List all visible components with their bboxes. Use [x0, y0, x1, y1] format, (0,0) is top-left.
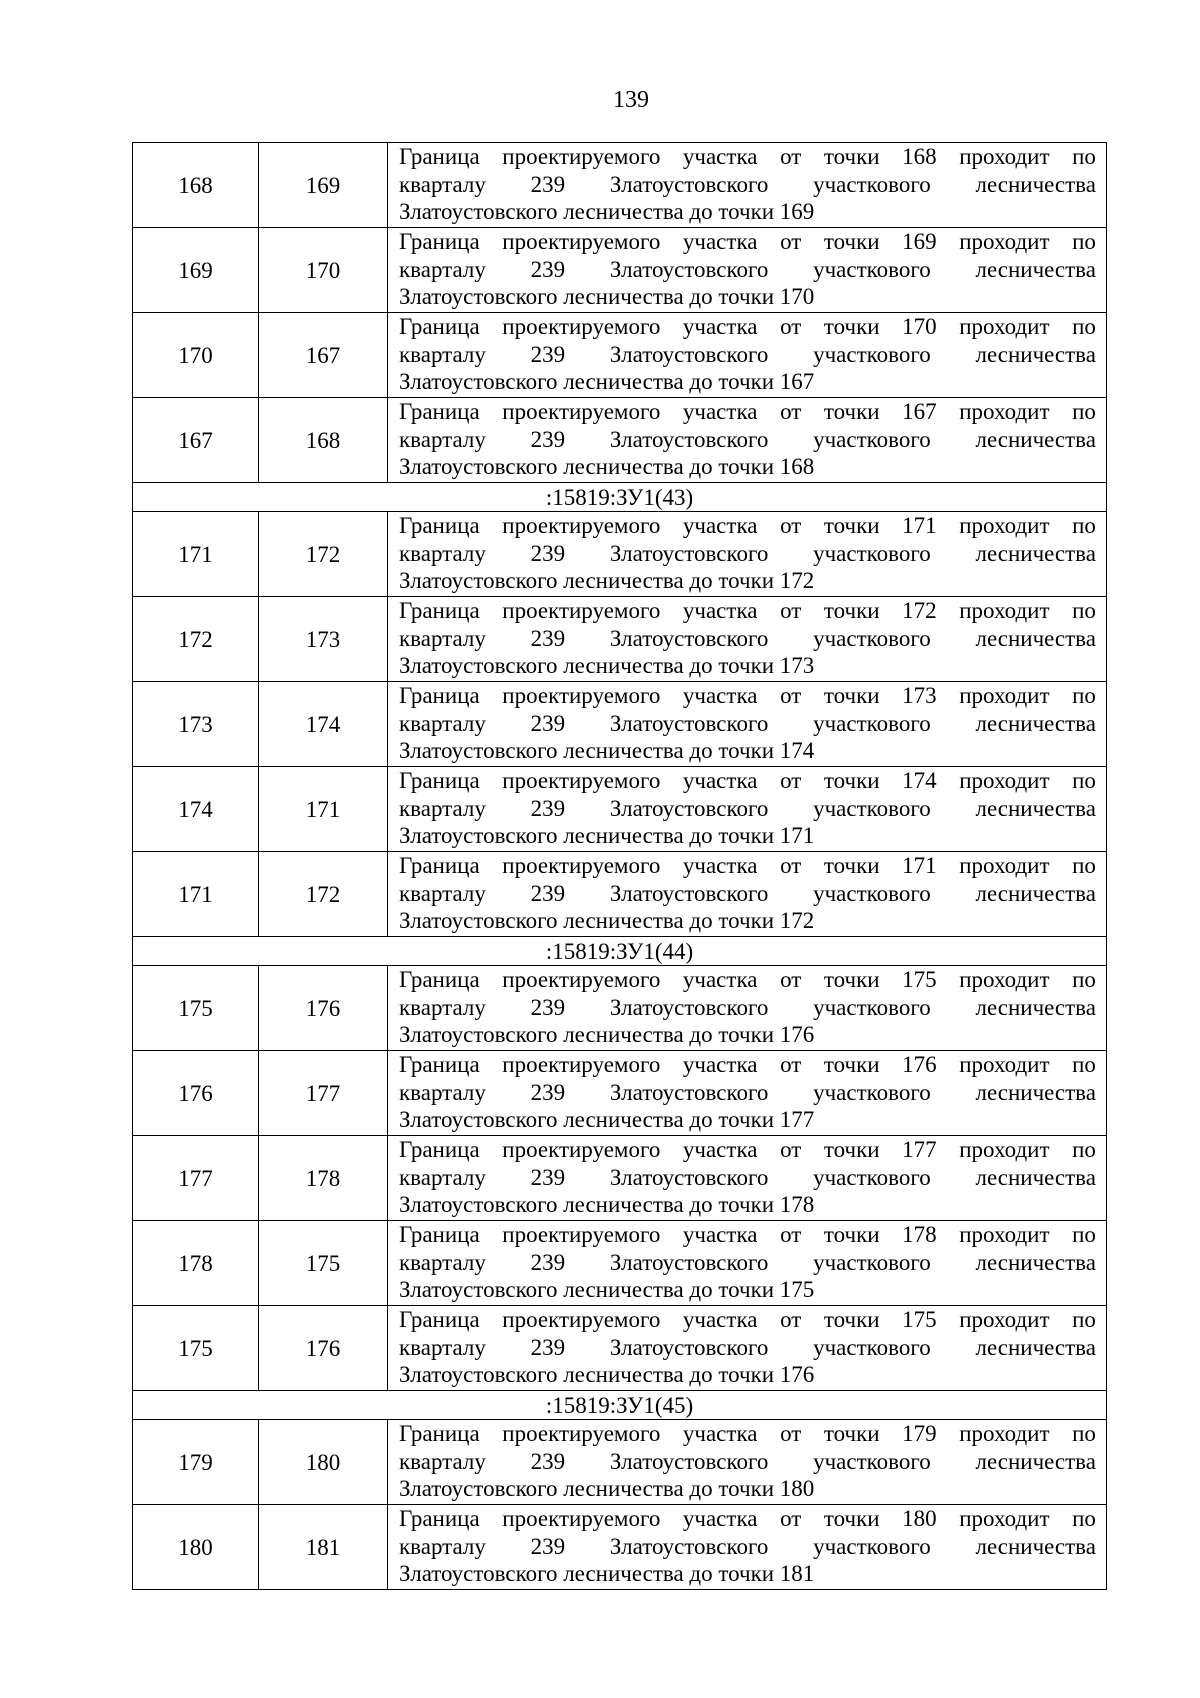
- description-cell: [388, 767, 1107, 852]
- to-point-cell: 177: [259, 1051, 388, 1136]
- table-row: [133, 1420, 1107, 1505]
- to-point-cell: 169: [259, 143, 388, 228]
- description-line: Златоустовского лесничества до точки 178: [399, 1192, 815, 1217]
- description-line: кварталу 239 Златоустовского участкового лесничества: [399, 795, 1096, 821]
- description-line: кварталу 239 Златоустовского участкового лесничества: [399, 710, 1096, 736]
- from-point-cell: 174: [133, 767, 259, 852]
- section-header-row: [133, 1391, 1107, 1420]
- table-body: [133, 143, 1107, 1590]
- to-point-cell: 174: [259, 682, 388, 767]
- to-point-cell: 173: [259, 597, 388, 682]
- description-line: Граница проектируемого участка от точки 178 проходит по: [399, 1222, 1096, 1247]
- section-label: :15819:ЗУ1(44): [133, 937, 1107, 966]
- to-point-cell: 176: [259, 966, 388, 1051]
- description-line: кварталу 239 Златоустовского участкового лесничества: [399, 1334, 1096, 1360]
- description-cell: [388, 1505, 1107, 1590]
- from-point-cell: 170: [133, 313, 259, 398]
- description-line: Граница проектируемого участка от точки 171 проходит по: [399, 513, 1096, 538]
- description-line: Златоустовского лесничества до точки 175: [399, 1277, 815, 1302]
- from-point-cell: 176: [133, 1051, 259, 1136]
- description-line: кварталу 239 Златоустовского участкового лесничества: [399, 171, 1096, 197]
- description-line: Златоустовского лесничества до точки 180: [399, 1476, 815, 1501]
- section-header-row: [133, 483, 1107, 512]
- description-line: Граница проектируемого участка от точки 171 проходит по: [399, 853, 1096, 878]
- description-cell: [388, 398, 1107, 483]
- from-point-cell: 178: [133, 1221, 259, 1306]
- description-line: кварталу 239 Златоустовского участкового лесничества: [399, 341, 1096, 367]
- table-row: [133, 143, 1107, 228]
- to-point-cell: 170: [259, 228, 388, 313]
- description-cell: [388, 682, 1107, 767]
- description-line: Граница проектируемого участка от точки 175 проходит по: [399, 967, 1096, 992]
- description-line: кварталу 239 Златоустовского участкового лесничества: [399, 1079, 1096, 1105]
- description-line: кварталу 239 Златоустовского участкового лесничества: [399, 1448, 1096, 1474]
- table-row: [133, 852, 1107, 937]
- from-point-cell: 171: [133, 512, 259, 597]
- to-point-cell: 178: [259, 1136, 388, 1221]
- description-line: Граница проектируемого участка от точки 169 проходит по: [399, 229, 1096, 254]
- to-point-cell: 172: [259, 512, 388, 597]
- description-cell: [388, 143, 1107, 228]
- table-row: [133, 228, 1107, 313]
- from-point-cell: 175: [133, 966, 259, 1051]
- description-line: Граница проектируемого участка от точки 174 проходит по: [399, 768, 1096, 793]
- table-row: [133, 398, 1107, 483]
- to-point-cell: 172: [259, 852, 388, 937]
- description-line: Златоустовского лесничества до точки 171: [399, 823, 815, 848]
- description-cell: [388, 852, 1107, 937]
- description-line: Златоустовского лесничества до точки 173: [399, 653, 815, 678]
- table-row: [133, 597, 1107, 682]
- table-row: [133, 1306, 1107, 1391]
- to-point-cell: 171: [259, 767, 388, 852]
- description-line: Златоустовского лесничества до точки 176: [399, 1022, 815, 1047]
- description-line: кварталу 239 Златоустовского участкового лесничества: [399, 1249, 1096, 1275]
- section-label: :15819:ЗУ1(43): [133, 483, 1107, 512]
- description-line: кварталу 239 Златоустовского участкового лесничества: [399, 256, 1096, 282]
- description-line: Граница проектируемого участка от точки 177 проходит по: [399, 1137, 1096, 1162]
- to-point-cell: 168: [259, 398, 388, 483]
- description-cell: [388, 597, 1107, 682]
- description-line: Граница проектируемого участка от точки 168 проходит по: [399, 144, 1096, 169]
- description-line: Граница проектируемого участка от точки 167 проходит по: [399, 399, 1096, 424]
- description-line: Златоустовского лесничества до точки 181: [399, 1561, 815, 1586]
- from-point-cell: 169: [133, 228, 259, 313]
- from-point-cell: 172: [133, 597, 259, 682]
- table-row: [133, 1505, 1107, 1590]
- description-line: Златоустовского лесничества до точки 170: [399, 284, 815, 309]
- description-line: Граница проектируемого участка от точки 172 проходит по: [399, 598, 1096, 623]
- table-row: [133, 512, 1107, 597]
- description-line: Златоустовского лесничества до точки 168: [399, 454, 815, 479]
- description-line: Златоустовского лесничества до точки 169: [399, 199, 815, 224]
- description-line: Граница проектируемого участка от точки 180 проходит по: [399, 1506, 1096, 1531]
- description-line: Златоустовского лесничества до точки 177: [399, 1107, 815, 1132]
- section-header-row: [133, 937, 1107, 966]
- description-line: кварталу 239 Златоустовского участкового лесничества: [399, 1533, 1096, 1559]
- description-cell: [388, 512, 1107, 597]
- description-cell: [388, 313, 1107, 398]
- table-row: [133, 1221, 1107, 1306]
- section-label: :15819:ЗУ1(45): [133, 1391, 1107, 1420]
- from-point-cell: 167: [133, 398, 259, 483]
- description-line: кварталу 239 Златоустовского участкового лесничества: [399, 1164, 1096, 1190]
- description-line: Граница проектируемого участка от точки 173 проходит по: [399, 683, 1096, 708]
- description-cell: [388, 1420, 1107, 1505]
- table-row: [133, 966, 1107, 1051]
- description-cell: [388, 1136, 1107, 1221]
- description-line: кварталу 239 Златоустовского участкового лесничества: [399, 880, 1096, 906]
- boundary-table: [132, 142, 1107, 1590]
- description-line: Граница проектируемого участка от точки 176 проходит по: [399, 1052, 1096, 1077]
- description-line: кварталу 239 Златоустовского участкового лесничества: [399, 426, 1096, 452]
- from-point-cell: 177: [133, 1136, 259, 1221]
- description-line: Граница проектируемого участка от точки 179 проходит по: [399, 1421, 1096, 1446]
- description-line: Златоустовского лесничества до точки 172: [399, 568, 815, 593]
- table-row: [133, 1051, 1107, 1136]
- description-line: Граница проектируемого участка от точки 175 проходит по: [399, 1307, 1096, 1332]
- to-point-cell: 175: [259, 1221, 388, 1306]
- table-row: [133, 682, 1107, 767]
- description-line: Златоустовского лесничества до точки 176: [399, 1362, 815, 1387]
- description-cell: [388, 1221, 1107, 1306]
- description-line: Златоустовского лесничества до точки 172: [399, 908, 815, 933]
- from-point-cell: 171: [133, 852, 259, 937]
- description-line: кварталу 239 Златоустовского участкового лесничества: [399, 625, 1096, 651]
- description-cell: [388, 966, 1107, 1051]
- description-line: кварталу 239 Златоустовского участкового лесничества: [399, 994, 1096, 1020]
- description-line: Граница проектируемого участка от точки 170 проходит по: [399, 314, 1096, 339]
- table-row: [133, 767, 1107, 852]
- description-line: кварталу 239 Златоустовского участкового лесничества: [399, 540, 1096, 566]
- from-point-cell: 173: [133, 682, 259, 767]
- description-line: Златоустовского лесничества до точки 174: [399, 738, 815, 763]
- from-point-cell: 180: [133, 1505, 259, 1590]
- to-point-cell: 176: [259, 1306, 388, 1391]
- to-point-cell: 167: [259, 313, 388, 398]
- to-point-cell: 181: [259, 1505, 388, 1590]
- page-number: 139: [613, 87, 649, 113]
- from-point-cell: 179: [133, 1420, 259, 1505]
- table-row: [133, 313, 1107, 398]
- from-point-cell: 168: [133, 143, 259, 228]
- from-point-cell: 175: [133, 1306, 259, 1391]
- description-cell: [388, 228, 1107, 313]
- to-point-cell: 180: [259, 1420, 388, 1505]
- description-line: Златоустовского лесничества до точки 167: [399, 369, 815, 394]
- description-cell: [388, 1306, 1107, 1391]
- table-row: [133, 1136, 1107, 1221]
- description-cell: [388, 1051, 1107, 1136]
